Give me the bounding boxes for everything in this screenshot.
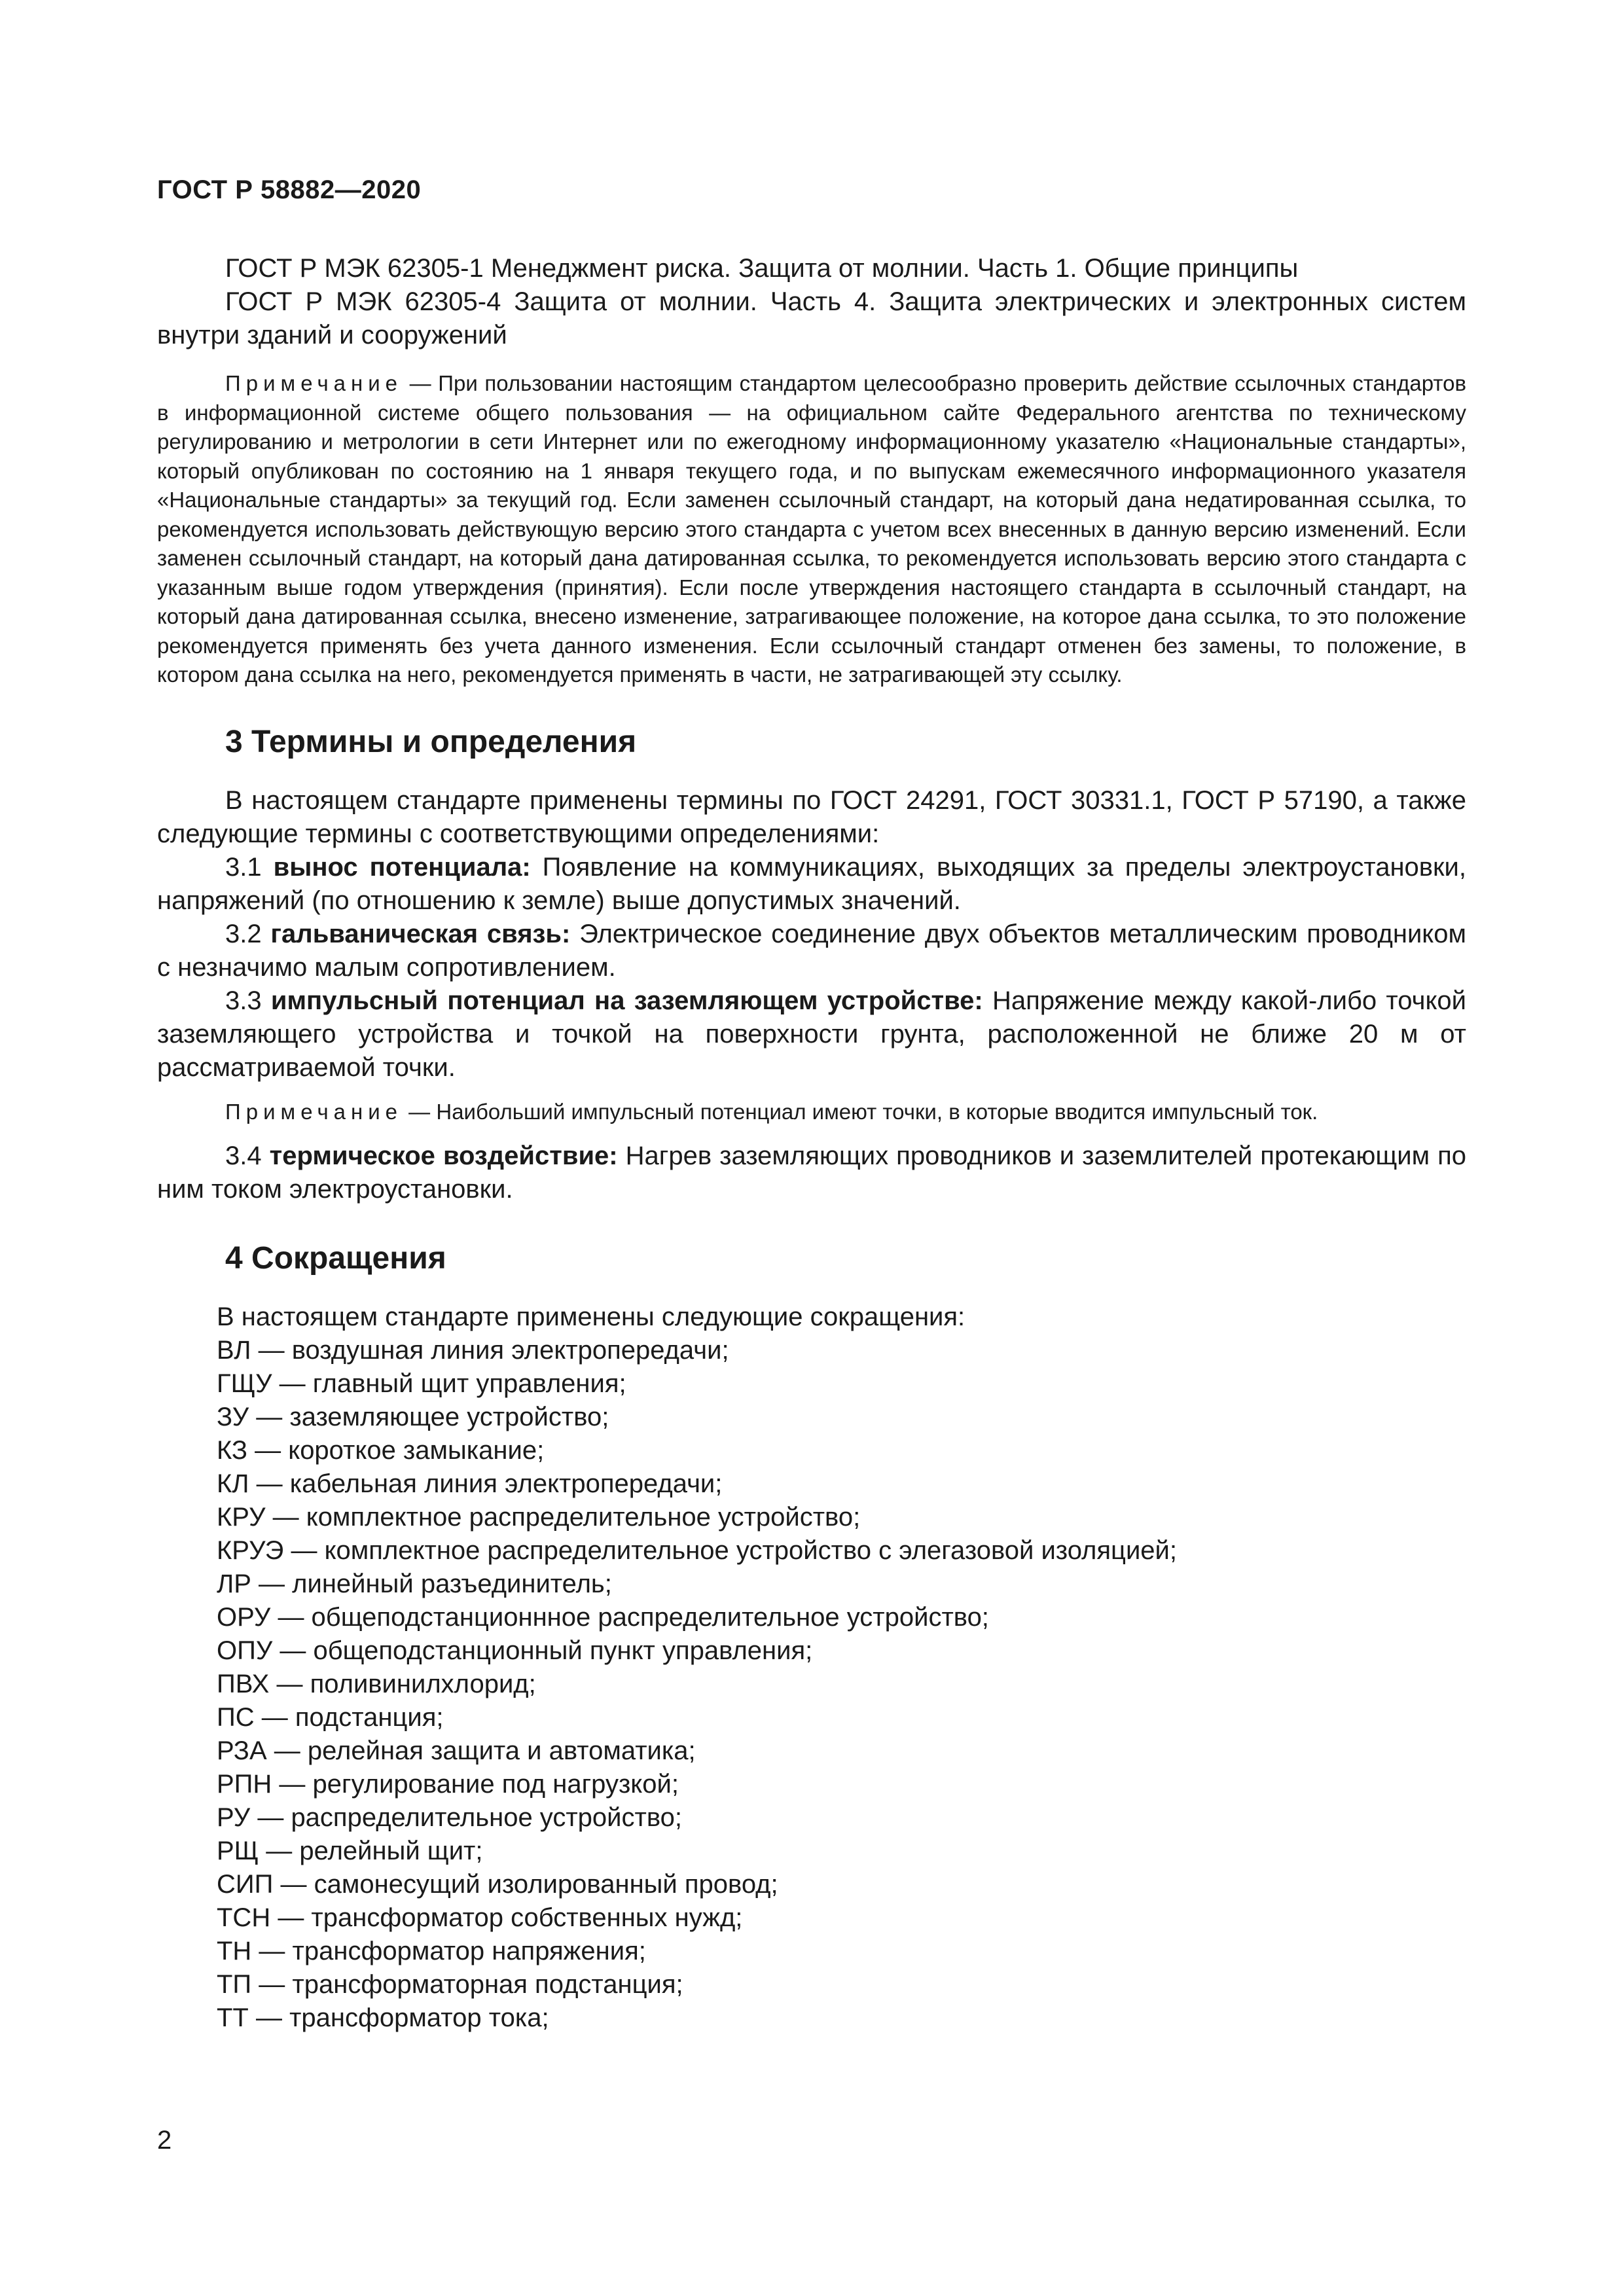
abbreviation-item: ЗУ — заземляющее устройство; bbox=[217, 1403, 609, 1431]
note-references bbox=[157, 369, 1466, 690]
term-definition: Появление на коммуникациях, выходящих за пределы электроустановки, напряжений (по отношению к земле) выше допустимых значений. bbox=[157, 852, 1467, 915]
abbreviation-item: СИП — самонесущий изолированный провод; bbox=[217, 1870, 778, 1899]
abbreviation-item: КРУ — комплектное распределительное устройство; bbox=[217, 1503, 861, 1532]
term-definition: Нагрев заземляющих проводников и заземлителей протекающим по ним током электроустановки. bbox=[157, 1141, 1466, 1204]
term-definition: Напряжение между какой-либо точкой заземляющего устройства и точкой на поверхности грунта, расположенной не ближе 20 м от рассматриваемой точки. bbox=[157, 986, 1467, 1082]
abbreviation-item: ГЩУ — главный щит управления; bbox=[217, 1369, 626, 1398]
reference-item: ГОСТ Р МЭК 62305-4 Защита от молнии. Часть 4. Защита электрических и электронных систем внутри зданий и сооружений bbox=[157, 287, 1466, 350]
term-3-4 bbox=[157, 1139, 1466, 1206]
section-3-title: 3 Термины и определения bbox=[225, 724, 637, 759]
abbreviation-item: ТН — трансформатор напряжения; bbox=[217, 1937, 646, 1965]
abbreviation-item: РПН — регулирование под нагрузкой; bbox=[217, 1770, 679, 1799]
abbreviation-item: ОПУ — общеподстанционный пункт управления; bbox=[217, 1636, 813, 1665]
section-4-title: 4 Сокращения bbox=[225, 1241, 446, 1276]
document-id-header: ГОСТ Р 58882—2020 bbox=[157, 175, 422, 204]
abbreviation-item: ПВХ — поливинилхлорид; bbox=[217, 1670, 536, 1698]
section-3-intro: В настоящем стандарте применены термины по ГОСТ 24291, ГОСТ 30331.1, ГОСТ Р 57190, а также следующие термины с соответствующими определениями: bbox=[157, 785, 1466, 848]
term-number: 3.4 bbox=[225, 1141, 270, 1170]
abbreviation-item: ПС — подстанция; bbox=[217, 1703, 444, 1732]
note-label: Примечание bbox=[225, 1099, 403, 1124]
abbreviation-item: КЛ — кабельная линия электропередачи; bbox=[217, 1469, 723, 1498]
note-dash: — bbox=[403, 1099, 437, 1124]
term-3-2 bbox=[157, 918, 1466, 984]
normative-references-list bbox=[157, 252, 1466, 352]
term-name: импульсный потенциал на заземляющем устройстве: bbox=[270, 986, 983, 1015]
term-definition: Электрическое соединение двух объектов металлическим проводником с незначимо малым сопротивлением. bbox=[157, 919, 1466, 982]
abbreviation-item: РЩ — релейный щит; bbox=[217, 1837, 483, 1865]
term-name: термическое воздействие: bbox=[269, 1141, 618, 1170]
section-4-intro: В настоящем стандарте применены следующие сокращения: bbox=[217, 1302, 965, 1331]
note-text: При пользовании настоящим стандартом целесообразно проверить действие ссылочных стандартов в информационной системе общего пользования — на официальном сайте Федерального агентства по техническому регулированию и метрологии в сети Интернет или по ежегодному информационному указателю «Национальные стандарты», который опубликован по состоянию на 1 января текущего года, и по выпускам ежемесячного информационного указателя «Национальные стандарты» за текущий год. Если заменен ссылочный стандарт, на который дана недатированная ссылка, то рекомендуется использовать действующую версию этого стандарта с учетом всех внесенных в данную версию изменений. Если заменен ссылочный стандарт, на который дана датированная ссылка, то рекомендуется использовать версию этого стандарта с указанным выше годом утверждения (принятия). Если после утверждения настоящего стандарта в ссылочный стандарт, на который дана датированная ссылка, внесено изменение, затрагивающее положение, на которое дана ссылка, то это положение рекомендуется применять без учета данного изменения. Если ссылочный стандарт отменен без замены, то положение, в котором дана ссылка на него, рекомендуется применять в части, не затрагивающей эту ссылку. bbox=[157, 371, 1466, 687]
abbreviation-item: КРУЭ — комплектное распределительное устройство с элегазовой изоляцией; bbox=[217, 1536, 1178, 1565]
abbreviation-item: ТП — трансформаторная подстанция; bbox=[217, 1970, 683, 1999]
term-number: 3.1 bbox=[225, 852, 274, 882]
abbreviation-item: ВЛ — воздушная линия электропередачи; bbox=[217, 1336, 729, 1365]
abbreviation-item: РЗА — релейная защита и автоматика; bbox=[217, 1736, 696, 1765]
term-3-1 bbox=[157, 851, 1466, 918]
abbreviation-item: КЗ — короткое замыкание; bbox=[217, 1436, 545, 1465]
abbreviation-item: ОРУ — общеподстанционнное распределительное устройство; bbox=[217, 1603, 989, 1632]
page-content bbox=[157, 252, 1466, 2035]
abbreviations-list bbox=[157, 1334, 1466, 2035]
reference-item: ГОСТ Р МЭК 62305-1 Менеджмент риска. Защита от молнии. Часть 1. Общие принципы bbox=[225, 254, 1299, 283]
note-impulse-potential bbox=[157, 1098, 1466, 1127]
abbreviation-item: ЛР — линейный разъединитель; bbox=[217, 1570, 612, 1598]
term-number: 3.2 bbox=[225, 919, 271, 948]
note-label: Примечание bbox=[225, 371, 403, 395]
abbreviation-item: ТСН — трансформатор собственных нужд; bbox=[217, 1903, 743, 1932]
note-dash: — bbox=[403, 371, 439, 395]
term-name: вынос потенциала: bbox=[273, 852, 531, 882]
note-text: Наибольший импульсный потенциал имеют точки, в которые вводится импульсный ток. bbox=[436, 1099, 1318, 1124]
abbreviation-item: РУ — распределительное устройство; bbox=[217, 1803, 682, 1832]
page-number: 2 bbox=[157, 2126, 172, 2155]
term-name: гальваническая связь: bbox=[270, 919, 571, 948]
term-number: 3.3 bbox=[225, 986, 271, 1015]
abbreviation-item: ТТ — трансформатор тока; bbox=[217, 2003, 549, 2032]
term-3-3 bbox=[157, 984, 1466, 1085]
